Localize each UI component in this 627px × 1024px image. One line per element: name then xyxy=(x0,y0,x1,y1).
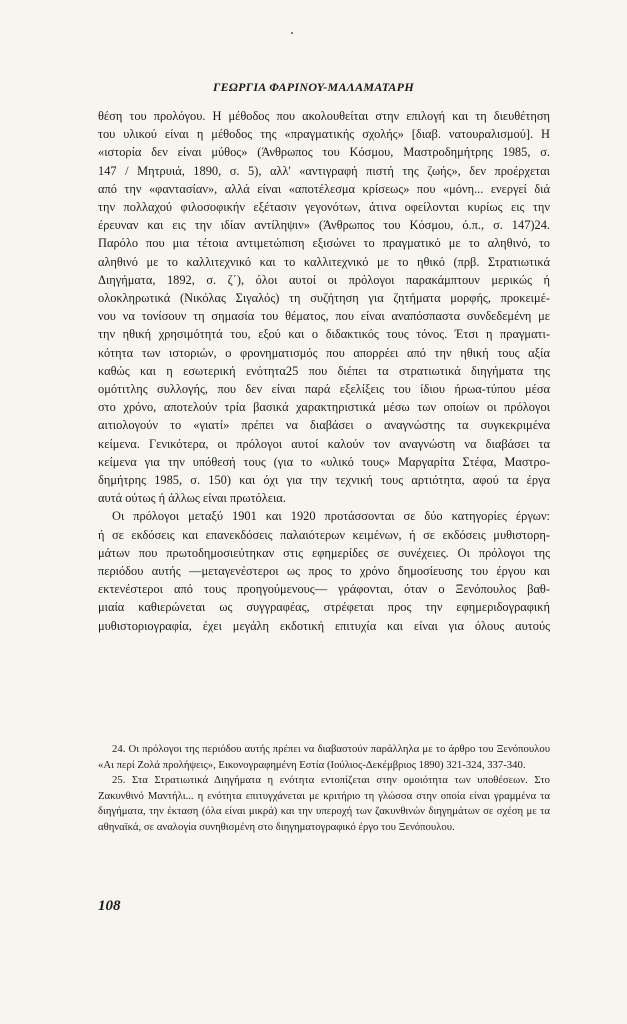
text-line: την ηθική χρησιμότητά του, εξού και ο διδακτικός τους τόνος. Έτσι η πραγματι- xyxy=(98,327,550,342)
main-text xyxy=(98,107,550,635)
text-line: μυθιστοριογραφία, έχει μεγάλη εκδοτική επιτυχία και είναι για όλους αυτούς xyxy=(98,618,550,633)
text-line: αυτά ούτως ή άλλως είναι πρωτόλεια. xyxy=(98,491,286,506)
page-number: 108 xyxy=(98,898,121,914)
text-line: την πολλαχού φιλοσοφικήν εξέτασιν γεγονότων, άτινα οφείλονται κυρίως εις την xyxy=(98,200,550,215)
text-line: μιαία καθιερώνεται ως συγγραφέας, στρέφεται προς την εφημεριδογραφική xyxy=(98,600,550,615)
footnote-25: 25. Στα Στρατιωτικά Διηγήματα η ενότητα εντοπίζεται στην ομοιότητα των υποθέσεων. Στο Ζακυνθινό Μαντήλι... η ενότητα επιτυγχάνεται με κριτήριο τη γλώσσα στην οποία είναι γραμμένα τα διηγήματα, την έκταση (όλα είναι μικρά) και την υπεροχή των ζακυνθινών διηγημάτων σε σχέση με τα αθηναϊκά, σε αναλογία συνηθισμένη στο διηγηματογραφικό έργο του Ξενόπουλου. xyxy=(98,774,550,833)
text-line: περιόδου αυτής —μεταγενέστεροι ως προς το χρόνο δημοσίευσης του έργου και xyxy=(98,564,550,579)
text-line: έρευναν και εις την ιδίαν αντίληψιν» (Άνθρωπος του Κόσμου, ό.π., σ. 147)24. xyxy=(98,218,550,233)
text-line: κείμενα. Γενικότερα, οι πρόλογοι αυτοί καλούν τον αναγνώστη να διαβάσει τα xyxy=(98,436,550,451)
text-line: μάτων που πρωτοδημοσιεύτηκαν στις εφημερίδες σε συνέχειες. Οι πρόλογοι της xyxy=(98,545,550,560)
text-line: αιτιολογούν το «γιατί» πρέπει να διαβάσει ο αναγνώστης τα συγκεκριμένα xyxy=(98,418,550,433)
text-line: εκτενέστεροι από τους προηγούμενους— γράφονται, όταν ο Ξενόπουλος βαθ- xyxy=(98,582,550,597)
text-line: 147 / Μητρυιά, 1890, σ. 5), αλλ' «αντιγραφή πιστή της ζωής», δεν προέρχεται xyxy=(98,163,550,178)
text-line: ολοκληρωτικά (Νικόλας Σιγαλός) τη συζήτηση για ζητήματα μορφής, προκειμέ- xyxy=(98,291,550,306)
text-line: «ιστορία δεν είναι μύθος» (Άνθρωπος του Κόσμου, Μαστροδημήτρης 1985, σ. xyxy=(98,145,550,160)
text-line: κείμενα για την υπόθεσή τους (για το «υλικό τους» Μαργαρίτα Στέφα, Μαστρο- xyxy=(98,454,550,469)
text-line: από την «φαντασίαν», αλλά είναι «αποτέλεσμα κρίσεως» που «μόνη... ενεργεί διά xyxy=(98,181,550,196)
text-line: θέση του προλόγου. Η μέθοδος που ακολουθείται στην επιλογή και τη διευθέτηση xyxy=(98,109,550,123)
footnote-24: 24. Οι πρόλογοι της περιόδου αυτής πρέπει να διαβαστούν παράλληλα με το άρθρο του Ξενόπουλου «Αι περί Ζολά προλήψεις», Εικονογραφημένη Εστία (Ιούλιος-Δεκέμβριος 1890) 321-324, 337-340. xyxy=(98,743,550,771)
text-line: του υλικού είναι η μέθοδος της «πραγματικής σχολής» [διαβ. νατουραλισμού]. Η xyxy=(98,127,550,142)
text-line: Οι πρόλογοι μεταξύ 1901 και 1920 προτάσσονται σε δύο κατηγορίες έργων: xyxy=(112,509,550,524)
paragraph-2 xyxy=(98,507,550,634)
text-line: ή σε εκδόσεις και επανεκδόσεις παλαιότερων κειμένων, ή σε εκδόσεις μυθιστορη- xyxy=(98,527,550,542)
paragraph-1 xyxy=(98,107,550,507)
text-line: κότητα των ιστοριών, ο φρονηματισμός που απορρέει από την ηθική τους αξία xyxy=(98,345,550,360)
running-header: ΓΕΩΡΓΙΑ ΦΑΡΙΝΟΥ-ΜΑΛΑΜΑΤΑΡΗ xyxy=(213,80,414,94)
text-line: Παρόλο που μια τέτοια αντιμετώπιση εξισώνει το πραγματικό με το αληθινό, το xyxy=(98,236,550,251)
footnotes xyxy=(98,742,550,836)
paper-speck xyxy=(291,32,293,34)
text-line: νου να τονίσουν τη σημασία του θέματος, που είναι αναπόσπαστα συνδεδεμένη με xyxy=(98,309,550,324)
text-line: ομότιτλης συλλογής, που δεν είναι παρά εξελίξεις του ίδιου ήρωα-τύπου μέσα xyxy=(98,382,550,397)
text-line: αληθινό με το καλλιτεχνικό και το καλλιτεχνικό με το ηθικό (πρβ. Στρατιωτικά xyxy=(98,254,550,269)
text-line: δημήτρης 1985, σ. 150) και όχι για την τεχνική τους αρτιότητα, αφού τα έργα xyxy=(98,473,550,488)
text-line: καθώς και η εσωτερική ενότητα25 που διέπει τα στρατιωτικά διηγήματα της xyxy=(98,363,550,378)
text-line: Διηγήματα, 1892, σ. ζ΄), όλοι αυτοί οι πρόλογοι παρακάμπτουν μερικώς ή xyxy=(98,272,550,287)
text-line: στο χρόνο, αποτελούν τρία βασικά χαρακτηριστικά μέσω των οποίων οι πρόλογοι xyxy=(98,400,550,415)
